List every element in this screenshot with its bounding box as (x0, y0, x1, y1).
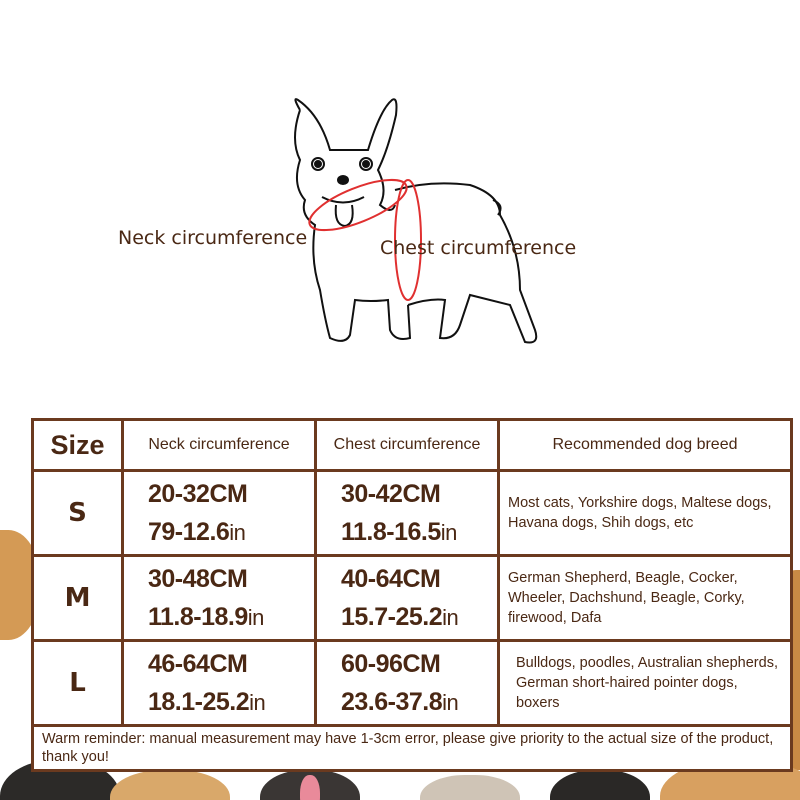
table-header-row (33, 420, 792, 471)
chest-cell (316, 641, 499, 726)
neck-in: 79-12.6 (148, 517, 230, 546)
chest-cell (316, 556, 499, 641)
background-dog-photo-bottom-5 (420, 775, 520, 800)
table-row-l (33, 641, 792, 726)
table-footer-row (33, 726, 792, 771)
size-cell: L (33, 641, 123, 726)
chest-circumference-label: Chest circumference (380, 237, 577, 259)
chest-in: 15.7-25.2 (341, 602, 443, 631)
breed-cell: Bulldogs, poodles, Australian shepherds, German short-haired pointer dogs, boxers (499, 641, 792, 726)
header-chest: Chest circumference (316, 420, 499, 471)
unit-in: in (229, 519, 246, 545)
header-neck: Neck circumference (123, 420, 316, 471)
neck-in: 11.8-18.9 (148, 602, 248, 631)
neck-cm: 46-64CM (148, 649, 248, 678)
chest-in: 23.6-37.8 (341, 687, 443, 716)
chest-cm: 40-64CM (341, 564, 441, 593)
neck-cell (123, 556, 316, 641)
breed-cell: German Shepherd, Beagle, Cocker, Wheeler, Dachshund, Beagle, Corky, firewood, Dafa (499, 556, 792, 641)
background-dog-photo-bottom-4 (300, 775, 320, 800)
size-table (31, 418, 793, 772)
background-dog-photo-bottom-6 (550, 770, 650, 800)
header-breed: Recommended dog breed (499, 420, 792, 471)
bulldog-outline-illustration (280, 90, 550, 360)
chest-cell (316, 471, 499, 556)
chest-cm: 60-96CM (341, 649, 441, 678)
neck-cm: 20-32CM (148, 479, 248, 508)
chest-in: 11.8-16.5 (341, 517, 441, 546)
background-dog-photo-bottom-2 (110, 770, 230, 800)
table-row-m (33, 556, 792, 641)
size-cell: S (33, 471, 123, 556)
table-row-s (33, 471, 792, 556)
unit-in: in (249, 689, 266, 715)
unit-in: in (442, 689, 459, 715)
neck-cell (123, 471, 316, 556)
neck-cm: 30-48CM (148, 564, 248, 593)
chest-cm: 30-42CM (341, 479, 441, 508)
header-size: Size (33, 420, 123, 471)
warm-reminder: Warm reminder: manual measurement may have 1-3cm error, please give priority to the actual size of the product, thank you! (33, 726, 792, 771)
neck-in: 18.1-25.2 (148, 687, 250, 716)
unit-in: in (247, 604, 264, 630)
unit-in: in (442, 604, 459, 630)
size-cell: M (33, 556, 123, 641)
unit-in: in (440, 519, 457, 545)
neck-cell (123, 641, 316, 726)
neck-circumference-label: Neck circumference (118, 227, 308, 249)
breed-cell: Most cats, Yorkshire dogs, Maltese dogs, Havana dogs, Shih dogs, etc (499, 471, 792, 556)
